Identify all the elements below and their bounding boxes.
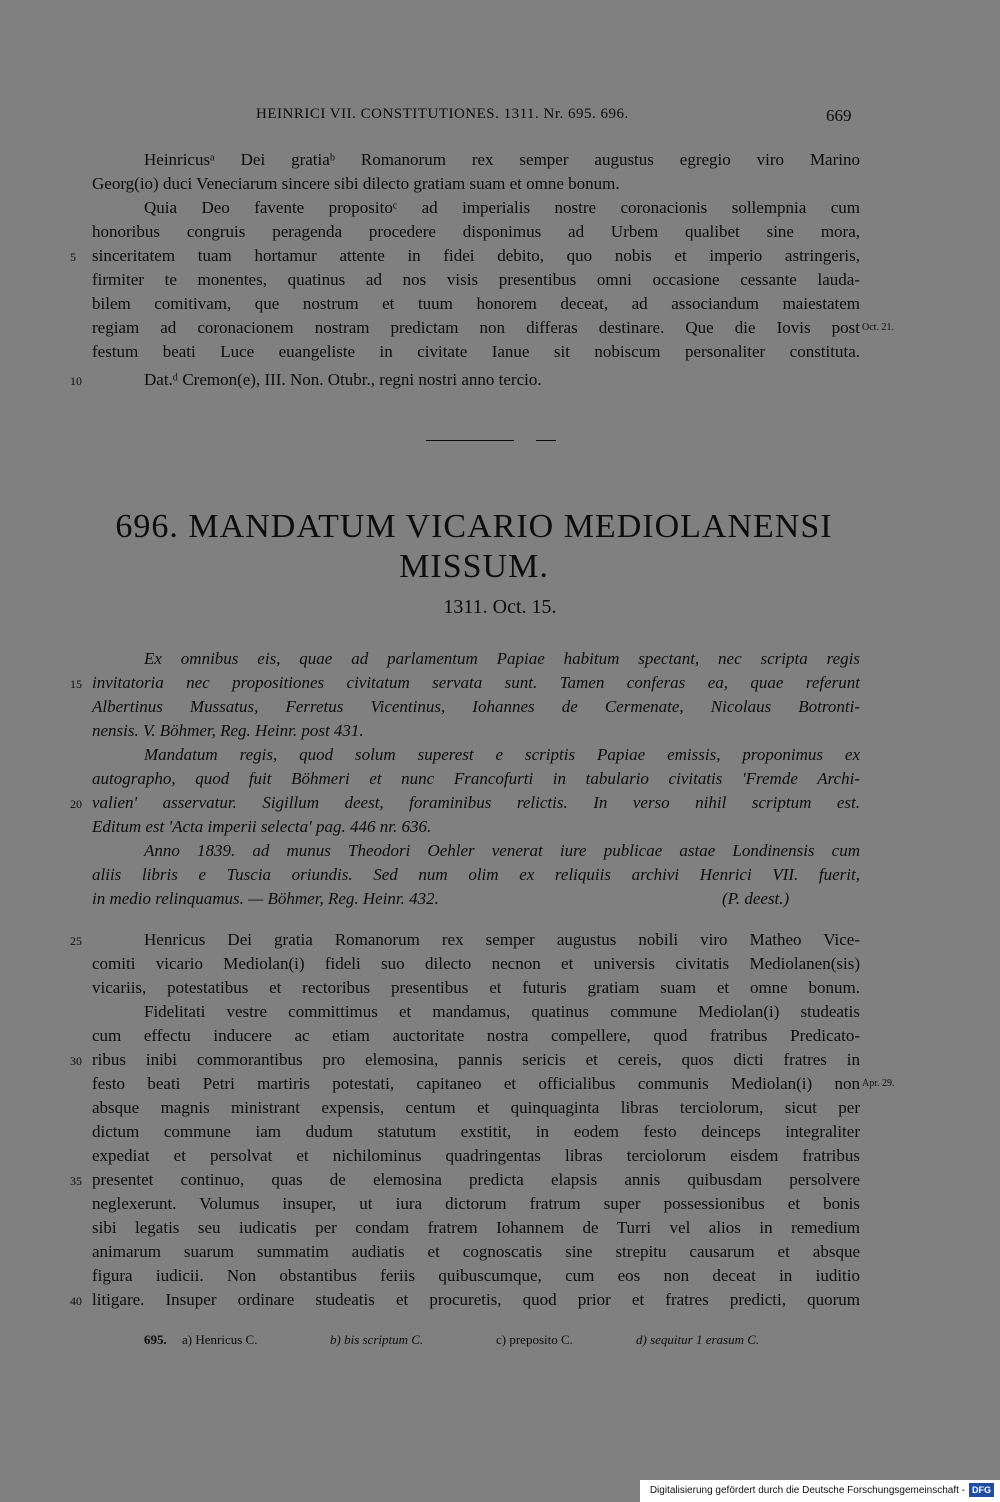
text-line: bilem comitivam, que nostrum et tuum honorem deceat, ad associandum maiestatem: [92, 294, 860, 313]
intro-line: Editum est 'Acta imperii selecta' pag. 446 nr. 636.: [92, 817, 432, 836]
text-line: Henricus Dei gratia Romanorum rex semper augustus nobili viro Matheo Vice-: [144, 930, 860, 949]
document-date: 1311. Oct. 15.: [443, 596, 557, 618]
line-number: 25: [70, 934, 82, 948]
text-line: ribus inibi commorantibus pro elemosina, pannis sericis et cereis, quos dicti fratres in: [92, 1050, 860, 1069]
margin-note: Apr. 29.: [862, 1078, 895, 1089]
intro-line: Albertinus Mussatus, Ferretus Vicentinus, Iohannes de Cermenate, Nicolaus Botronti-: [92, 697, 860, 716]
footnote-a: a) Henricus C.: [182, 1332, 258, 1347]
intro-line: Ex omnibus eis, quae ad parlamentum Papiae habitum spectant, nec scripta regis: [144, 649, 860, 668]
text-line: litigare. Insuper ordinare studeatis et procuretis, quod prior et fratres predicti, quorum: [92, 1290, 860, 1309]
text-line: sibi legatis seu iudicatis per condam fratrem Iohannem de Turri vel alios in remedium: [92, 1218, 860, 1237]
text-line: festum beati Luce euangeliste in civitate Ianue sit nobiscum personaliter constituta.: [92, 342, 860, 361]
intro-line: aliis libris e Tuscia oriundis. Sed num olim ex reliquiis archivi Henrici VII. fuerit,: [92, 865, 860, 884]
text-line: Georg(io) duci Veneciarum sincere sibi dilecto gratiam suam et omne bonum.: [92, 174, 620, 193]
footnote-d: d) sequitur 1 erasum C.: [636, 1332, 760, 1347]
dfg-logo: DFG: [969, 1483, 994, 1497]
text-line: Dat.ᵈ Cremon(e), III. Non. Otubr., regni nostri anno tercio.: [144, 370, 542, 389]
text-line: dictum commune iam dudum statutum exstitit, in eodem festo deinceps integraliter: [92, 1122, 860, 1141]
line-number: 15: [70, 677, 82, 691]
separator-rule: [536, 440, 556, 441]
line-number: 35: [70, 1174, 82, 1188]
intro-line: nensis. V. Böhmer, Reg. Heinr. post 431.: [92, 721, 364, 740]
intro-line: in medio relinquamus. — Böhmer, Reg. Heinr. 432.: [92, 889, 439, 908]
intro-tag: (P. deest.): [722, 889, 790, 908]
text-line: animarum suarum summatim audiatis et cognoscatis sine strepitu causarum et absque: [92, 1242, 860, 1261]
text-line: Fidelitati vestre committimus et mandamus, quatinus commune Mediolan(i) studeatis: [144, 1002, 860, 1021]
intro-line: Anno 1839. ad munus Theodori Oehler venerat iure publicae astae Londinensis cum: [144, 841, 860, 860]
text-line: neglexerunt. Volumus insuper, ut iura dictorum fratrum super possessionibus et bonis: [92, 1194, 860, 1213]
line-number: 20: [70, 797, 82, 811]
text-line: firmiter te monentes, quatinus ad nos visis presentibus omni occasione cessante lauda-: [92, 270, 860, 289]
text-line: festo beati Petri martiris potestati, capitaneo et officialibus communis Mediolan(i) non: [92, 1074, 860, 1093]
text-line: regiam ad coronacionem nostram predictam non differas destinare. Que die Iovis post: [92, 318, 860, 337]
running-head: HEINRICI VII. CONSTITUTIONES. 1311. Nr. 695. 696.: [256, 106, 629, 122]
intro-line: Mandatum regis, quod solum superest e scriptis Papiae emissis, proponimus ex: [144, 745, 860, 764]
text-line: presentet continuo, quas de elemosina predicta elapsis annis quibusdam persolvere: [92, 1170, 860, 1189]
line-number: 5: [70, 250, 76, 264]
line-number: 30: [70, 1054, 82, 1068]
line-number: 10: [70, 374, 82, 388]
document-title: 696. MANDATUM VICARIO MEDIOLANENSI: [115, 508, 833, 545]
funding-footer: [640, 1480, 1000, 1502]
document-title-cont: MISSUM.: [399, 548, 549, 585]
text-line: honoribus congruis peragenda procedere disponimus ad Urbem qualibet sine mora,: [92, 222, 860, 241]
page-number: 669: [826, 106, 852, 125]
separator-rule: [426, 440, 514, 441]
text-line: Quia Deo favente propositoᶜ ad imperialis nostre coronacionis sollempnia cum: [144, 198, 860, 217]
intro-line: autographo, quod fuit Böhmeri et nunc Francofurti in tabulario civitatis 'Fremde Archi-: [92, 769, 860, 788]
text-line: cum effectu inducere ac etiam auctoritate nostra compellere, quod fratribus Predicato-: [92, 1026, 860, 1045]
line-number: 40: [70, 1294, 82, 1308]
text-line: Heinricusᵃ Dei gratiaᵇ Romanorum rex semper augustus egregio viro Marino: [144, 150, 860, 169]
footnote-label: 695.: [144, 1332, 167, 1347]
footnote-b: b) bis scriptum C.: [330, 1332, 424, 1347]
funding-text: Digitalisierung gefördert durch die Deutsche Forschungsgemeinschaft -: [649, 1485, 965, 1496]
intro-line: invitatoria nec propositiones civitatum servata sunt. Tamen conferas ea, quae referunt: [92, 673, 860, 692]
footnote-c: c) preposito C.: [496, 1332, 573, 1347]
text-line: comiti vicario Mediolan(i) fideli suo dilecto necnon et universis civitatis Mediolanen(sis): [92, 954, 860, 973]
text-line: figura iudicii. Non obstantibus feriis quibuscumque, cum eos non deceat in iuditio: [92, 1266, 860, 1285]
margin-note: Oct. 21.: [862, 322, 894, 333]
text-line: expediat et persolvat et nichilominus quadringentas libras terciolorum eisdem fratribus: [92, 1146, 860, 1165]
text-line: absque magnis ministrant expensis, centum et quinquaginta libras terciolorum, sicut per: [92, 1098, 860, 1117]
text-line: vicariis, potestatibus et rectoribus presentibus et futuris gratiam suam et omne bonum.: [92, 978, 860, 997]
intro-line: valien' asservatur. Sigillum deest, foraminibus relictis. In verso nihil scriptum est.: [92, 793, 860, 812]
text-line: sinceritatem tuam hortamur attente in fidei debito, quo nobis et imperio astringeris,: [92, 246, 860, 265]
